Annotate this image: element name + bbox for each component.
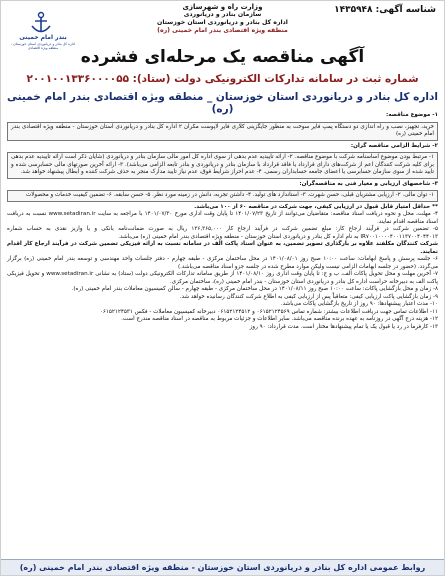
- section-8: ۸- زمان و محل بازگشایی پاکات: ساعت ۱۰:۰۰ صبح روز ۱۴۰۱/۰۸/۱۱ در محل ساختمان مرکزی - طبقه چهارم - سالن کمیسیون معاملات بندر امام خمینی (ره).: [71, 286, 438, 292]
- anchor-icon: [27, 11, 55, 35]
- ministry-line-3: اداره کل بنادر و دریانوردی استان خوزستان: [157, 19, 288, 26]
- port-logo: [7, 11, 79, 49]
- section-12: ۱۲- هزینه درج آگهی در روزنامه به عهده برنده مناقصه می‌باشد. سایر اطلاعات و جزئیات مربوط به مناقصه در اسناد مناقصه مندرج است.: [121, 316, 438, 322]
- ministry-line-1: وزارت راه و شهرسازی: [182, 3, 263, 11]
- organization-title: اداره کل بنادر و دریانوردی استان خوزستان _ منطقه ویژه اقتصادی بندر امام خمینی (ره): [6, 91, 439, 115]
- min-score-note: ** حداقل امتیاز قابل قبول در ارزیابی کیفی، جهت شرکت در مناقصه ۶۰ از ۱۰۰ می‌باشد.: [194, 203, 438, 210]
- section-1-title: ۱- موضوع مناقصه:: [386, 112, 438, 118]
- ministry-line-2: سازمان بنادر و دریانوردی: [183, 11, 262, 18]
- notice-title: آگهی مناقصه یک مرحله‌ای فشرده: [80, 47, 365, 67]
- section-4: ۴- مهلت، محل و نحوه دریافت اسناد مناقصه: متقاضیان می‌توانند از تاریخ ۱۴۰۱/۰۷/۲۳ تا پایان وقت اداری مورخ ۱۴۰۱/۰۷/۳۰ با مراجعه به سایت www.setadiran.ir نسبت به دریافت اسناد مناقصه اقدام نمایند.: [7, 211, 438, 225]
- section-3-text: ۱- توان مالی. ۲- ارزیابی مشتریان قبلی، حسن شهرت. ۳- استاندارد های تولید. ۴- داشتن تجربه، دانش در زمینه مورد نظر. ۵- حسن سابقه. ۶- تضمین کیفیت خدمات و محصولات: [7, 190, 438, 202]
- section-5-note: شرکت کنندگان مکلفند علاوه بر بارگذاری تصویر تضمین، به عنوان اسناد پاکت الف در سامانه نسبت به ارائه فیزیکی تضمین شرکت در فرآیند ارجاع کار اقدام نمایند.: [7, 241, 438, 255]
- section-7: ۷- آخرین مهلت و محل تحویل پاکات الف، ب و ج: تا پایان وقت اداری روز ۱۴۰۱/۰۸/۱۰ از طریق سامانه تدارکات الکترونیکی دولت (ستاد) به نشانی www.setadiran.ir و تحویل فیزیکی پاکت الف به دبیرخانه حراست اداره کل بنادر و دریانوردی استان خوزستان - بندر امام خمینی (ره)، ساختمان مرکزی.: [7, 271, 438, 285]
- notice-body: [7, 111, 438, 331]
- section-2-text: ۱- مرتبط بودن موضوع اساسنامه شرکت با موضوع مناقصه. ۲- ارائه تاییدیه عدم بدهی از سوی اداره کل امور مالی سازمان بنادر و دریانوردی (شایان ذکر است ارائه تاییدیه عدم بدهی برای کلیه شرکت کنندگان اعم از شرکت‌های دارای قرارداد یا فاقد قرارداد با سازمان بنادر و دریانوردی و بنادر تابعه الزامی می‌باشد). ۳- ارائه آخرین صورتهای مالی حسابرسی شده و تایید شده از سوی سازمان حسابرسی یا اعضای جامعه حسابداران رسمی. ۴- عدم احراز شرایط فوق، عدم نیاز تایید مدارک منجر به حذف شرکت کننده و ابطال پیشنهاد خواهد شد.: [7, 152, 438, 179]
- logo-caption: اداره کل بنادر و دریانوردی استان خوزستان - منطقه ویژه اقتصادی: [10, 42, 76, 50]
- public-relations-footer: روابط عمومی اداره کل بنادر و دریانوردی استان خوزستان - منطقه ویژه اقتصادی بندر امام خمینی (ره): [1, 559, 444, 575]
- section-2-title: ۲- شرایط الزامی مناقصه گران:: [350, 142, 438, 149]
- section-11: ۱۱- اطلاعات تماس جهت دریافت اطلاعات بیشتر: شماره تماس ۰۶۱۵۲۱۲۴۵۶۹ و ۰۶۱۵۲۱۲۴۵۱۲ دبیرخانه کمیسیون معاملات - فکس ۰۶۱۵۲۱۲۴۵۳۱: [99, 308, 438, 315]
- setad-registration: شماره ثبت در سامانه تدارکات الکترونیکی دولت (ستاد): ۲۰۰۱۰۰۱۳۳۶۰۰۰۰۵۵: [26, 73, 419, 85]
- notice-id: شناسه آگهی: ۱۴۳۵۹۴۸: [334, 5, 436, 15]
- section-5: ۵- تضمین شرکت در فرآیند ارجاع کار: مبلغ تضمین شرکت در فرآیند ارجاع کار ۱۳۶,۳۶۵,۰۰۰ ریال به صورت ضمانت‌نامه بانکی و یا واریز نقدی به حساب شماره IR۷۰۰۱۰۰۰۰۴۰۰۱۱۳۷۰۰۴۰۴۴۰۱۳ به نام اداره کل بنادر و دریانوردی استان خوزستان - منطقه ویژه اقتصادی بندر امام خمینی (ره) می‌باشد.: [7, 226, 438, 240]
- section-10: ۱۰- مدت اعتبار پیشنهادها: ۹۰ روز از تاریخ بازگشایی پاکات می‌باشد.: [280, 301, 438, 307]
- section-3-title: ۳- شاخصهای ارزیابی و معیار فنی به مناقصه‌گران:: [299, 180, 438, 187]
- section-1-text: خرید، تجهیز، نصب و راه اندازی دو دستگاه پمپ فایر سوخت به منظور جایگزینی کلاری فایر لاپوست مکران ۲ اداره کل بنادر و دریانوردی استان خوزستان - منطقه ویژه اقتصادی بندر امام خمینی (ره): [7, 122, 438, 141]
- section-9: ۹- زمان بازگشایی پاکت ارزیابی کیفی: متعاقباً پس از ارزیابی کیفی به اطلاع شرکت کنندگان رسانیده خواهد شد.: [179, 293, 438, 300]
- ministry-line-4: منطقه ویژه اقتصادی بندر امام خمینی (ره): [157, 27, 288, 34]
- section-6: ۶- جلسه پرسش و پاسخ ابهامات: ساعت ۱۰:۰۰ صبح روز ۱۴۰۱/۰۸/۰۱ در محل ساختمان مرکزی - طبقه چهارم - دفتر جلسات واحد مهندسی و توسعه بندر امام خمینی (ره) برگزار می‌گردد. (حضور در جلسه ابهامات الزامی نیست ولیکن موارد مطرح شده در جلسه جزو اسناد مناقصه می‌باشد.): [7, 256, 438, 270]
- section-13: ۱۳- کارفرما در رد یا قبول یک یا تمام پیشنهادها مختار است. مدت قرارداد: ۹۰ روز: [249, 323, 438, 330]
- logo-name: بندر امام خمینی: [19, 34, 67, 41]
